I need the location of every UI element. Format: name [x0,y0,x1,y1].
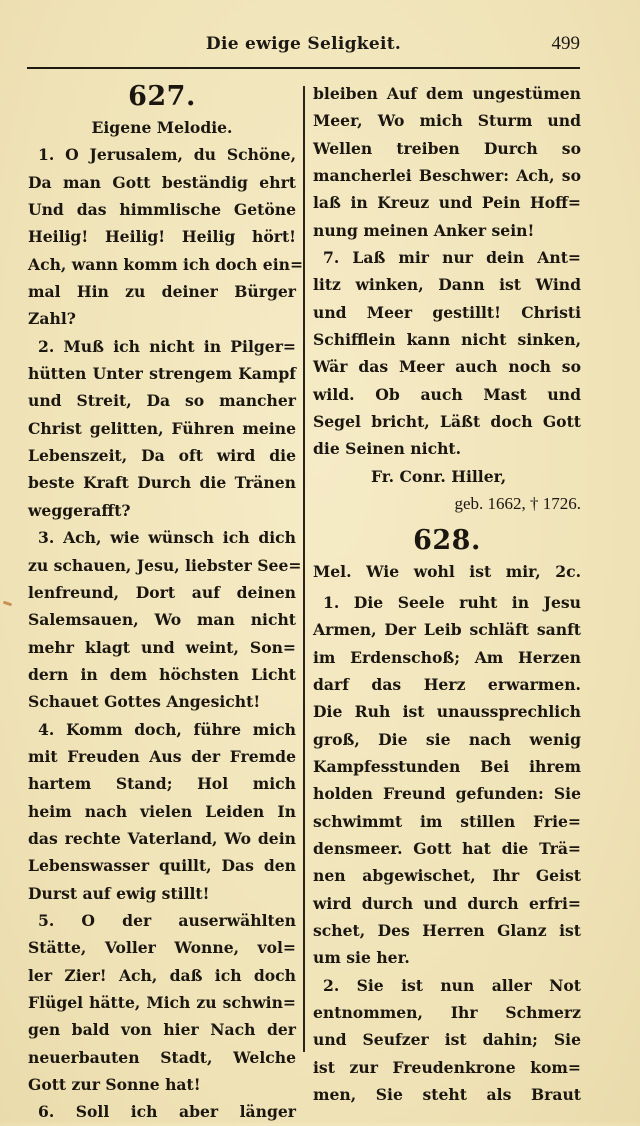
verse-line: groß, Die sie nach wenig [313,729,581,749]
verse-line: schwimmt im stillen Frie= [313,811,581,831]
verse-line: dern in dem höchsten Licht [28,664,296,684]
verse-line: neuerbauten Stadt, Welche [28,1047,296,1067]
verse-line: 1. O Jerusalem, du Schöne, [38,145,296,165]
header-rule [27,67,580,69]
hymn-number-628: 628. [413,524,481,556]
page-header [27,28,580,68]
verse-line: laß in Kreuz und Pein Hoff= [313,193,581,213]
verse-line: hütten Unter strengem Kampf [28,364,296,384]
verse-line: 5. O der auserwählten [38,910,296,930]
verse-line: Zahl? [28,309,76,329]
melody-label: Eigene Melodie. [91,118,233,137]
verse-line: zu schauen, Jesu, liebster See= [28,555,302,575]
melody-label: Mel. Wie wohl ist mir, 2c. [313,561,581,581]
verse-line: bleiben Auf dem ungestümen [313,84,581,103]
verse-line: im Erdenschoß; Am Herzen [313,647,581,667]
verse-line: 2. Sie ist nun aller Not [323,975,581,995]
verse-line: mancherlei Beschwer: Ach, so [313,166,581,186]
verse-line: Die Ruh ist unaussprechlich [313,702,581,722]
page-number: 499 [551,33,580,54]
verse-line: Christ gelitten, Führen meine [28,418,296,438]
verse-line: mehr klagt und weint, Son= [28,637,296,657]
paper-blemish [3,601,12,607]
verse-line: densmeer. Gott hat die Trä= [313,838,581,858]
right-column [313,80,581,1108]
verse-line: litz winken, Dann ist Wind [313,275,581,295]
verse-line: um sie her. [313,948,410,968]
verse-line: Durst auf ewig stillt! [28,883,210,903]
verse-line: weggerafft? [28,500,131,520]
verse-line: lenfreund, Dort auf deinen [28,582,296,602]
verse-line: mal Hin zu deiner Bürger [28,282,296,302]
verse-line: und Seufzer ist dahin; Sie [313,1030,581,1050]
verse-line: Und das himmlische Getöne [28,200,296,220]
author-name: Fr. Conr. Hiller, [371,466,507,486]
verse-line: Meer, Wo mich Sturm und [313,111,581,131]
verse-line: Schauet Gottes Angesicht! [28,692,261,712]
verse-line: nung meinen Anker sein! [313,220,535,240]
verse-line: Lebenswasser quillt, Das den [28,856,296,876]
verse-line: 7. Laß mir nur dein Ant= [323,248,581,268]
running-title: Die ewige Seligkeit. [205,34,402,54]
verse-line: wird durch und durch erfri= [313,893,581,913]
verse-line: 2. Muß ich nicht in Pilger= [38,336,296,356]
verse-line: darf das Herz erwarmen. [313,674,581,694]
verse-line: schet, Des Herren Glanz ist [313,920,581,940]
verse-line: Salemsauen, Wo man nicht [28,610,296,630]
verse-line: Flügel hätte, Mich zu schwin= [28,993,296,1012]
verse-line: Stätte, Voller Wonne, vol= [28,938,296,958]
column-divider [303,86,305,1052]
verse-line: Wellen treiben Durch so [313,138,581,158]
verse-line: Lebenszeit, Da oft wird die [28,446,296,466]
verse-line: heim nach vielen Leiden In [28,801,296,821]
verse-line: 4. Komm doch, führe mich [38,719,296,739]
verse-line: Heilig! Heilig! Heilig hört! [28,227,296,247]
verse-line: beste Kraft Durch die Tränen [28,473,296,493]
verse-line: ler Zier! Ach, daß ich doch [28,965,296,985]
hymn-number-627: 627. [128,81,196,112]
verse-line: 3. Ach, wie wünsch ich dich [38,528,296,548]
verse-line: das rechte Vaterland, Wo dein [28,828,296,848]
verse-line: Schifflein kann nicht sinken, [313,330,581,350]
verse-line: und Streit, Da so mancher [28,391,296,411]
verse-line: die Seinen nicht. [313,439,462,459]
author-dates: geb. 1662, † 1726. [454,494,581,514]
left-column [28,80,304,1126]
verse-line: ist zur Freudenkrone kom= [313,1057,581,1077]
verse-line: holden Freund gefunden: Sie [313,784,581,804]
verse-line: Segel bricht, Läßt doch Gott [313,412,581,432]
verse-line: Ach, wann komm ich doch ein= [28,254,304,274]
verse-line: gen bald von hier Nach der [28,1020,296,1040]
verse-line: Gott zur Sonne hat! [28,1075,201,1095]
verse-line: Kampfesstunden Bei ihrem [313,756,581,776]
verse-line: hartem Stand; Hol mich [28,774,296,794]
verse-line: Wär das Meer auch noch so [313,357,581,377]
verse-line: Armen, Der Leib schläft sanft [313,620,581,640]
verse-line: nen abgewischet, Ihr Geist [313,866,581,886]
verse-line: Da man Gott beständig ehrt [28,172,296,192]
verse-line: 6. Soll ich aber länger [38,1102,296,1122]
verse-line: mit Freuden Aus der Fremde [28,746,296,766]
verse-line: men, Sie steht als Braut [313,1085,581,1105]
verse-line: wild. Ob auch Mast und [313,384,581,404]
verse-line: 1. Die Seele ruht in Jesu [323,592,581,612]
verse-line: entnommen, Ihr Schmerz [313,1003,581,1022]
verse-line: und Meer gestillt! Christi [313,302,581,322]
